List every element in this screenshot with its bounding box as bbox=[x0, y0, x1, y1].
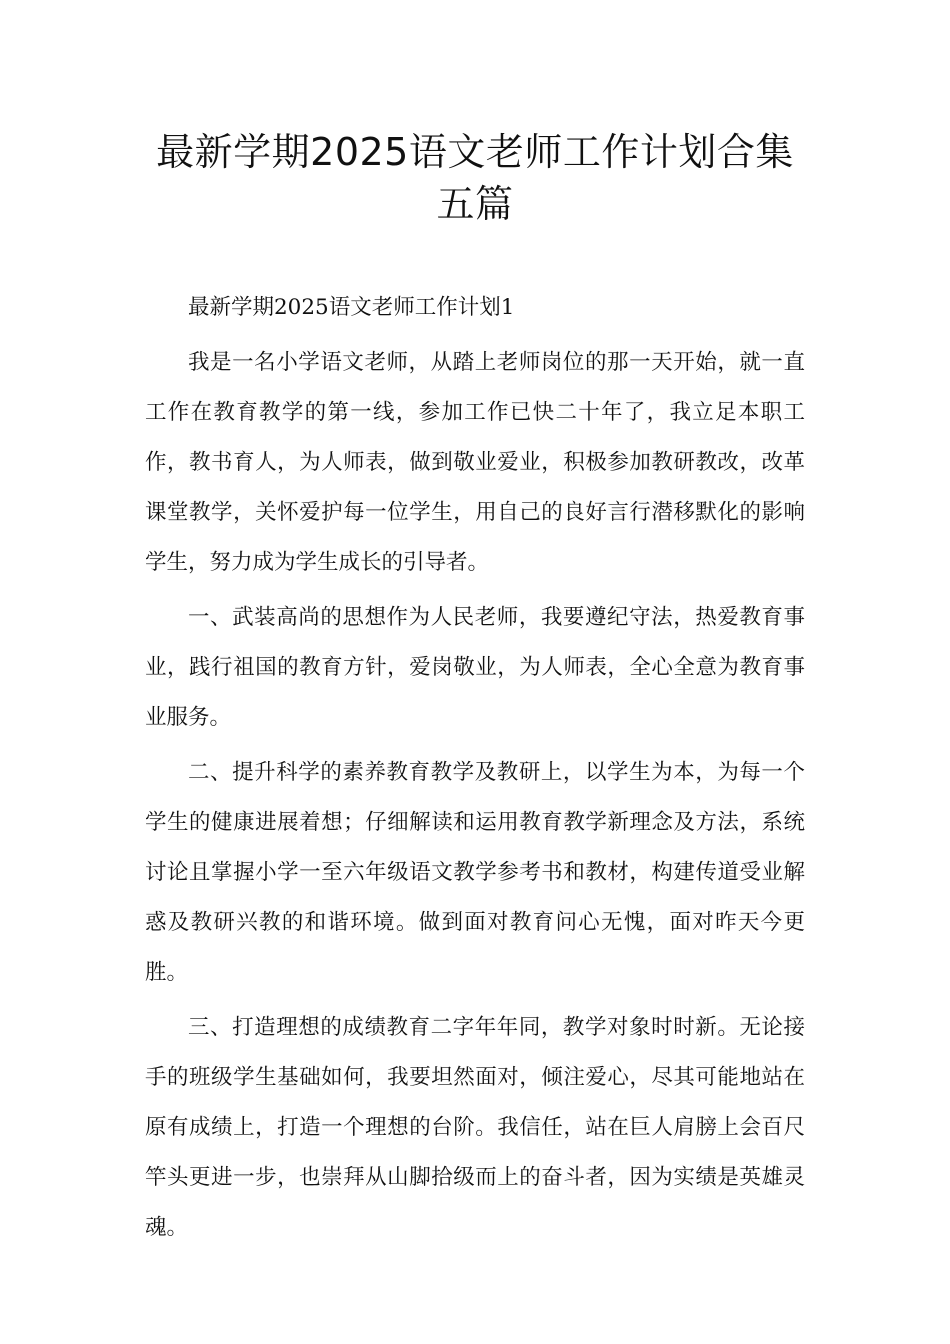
section-heading: 最新学期2025语文老师工作计划1 bbox=[188, 295, 515, 320]
body-paragraph: 我是一名小学语文老师，从踏上老师岗位的那一天开始，就一直工作在教育教学的第一线，参加工作已快二十年了，我立足本职工作，教书育人，为人师表，做到敬业爱业，积极参加教研教改，改革课堂教学，关怀爱护每一位学生，用自己的良好言行潜移默化的影响学生，努力成为学生成长的引导者。 bbox=[145, 350, 805, 575]
body-paragraph: 二、提升科学的素养教育教学及教研上，以学生为本，为每一个学生的健康进展着想；仔细解读和运用教育教学新理念及方法，系统讨论且掌握小学一至六年级语文教学参考书和教材，构建传道受业解惑及教研兴教的和谐环境。做到面对教育问心无愧，面对昨天今更胜。 bbox=[145, 760, 805, 985]
document-body bbox=[145, 283, 805, 1258]
body-paragraph: 三、打造理想的成绩教育二字年年同，教学对象时时新。无论接手的班级学生基础如何，我要坦然面对，倾注爱心，尽其可能地站在原有成绩上，打造一个理想的台阶。我信任，站在巨人肩膀上会百尺竿头更进一步，也崇拜从山脚拾级而上的奋斗者，因为实绩是英雄灵魂。 bbox=[145, 1015, 805, 1240]
body-paragraph: 一、武装高尚的思想作为人民老师，我要遵纪守法，热爱教育事业，践行祖国的教育方针，爱岗敬业，为人师表，全心全意为教育事业服务。 bbox=[145, 605, 805, 730]
document-title: 最新学期2025语文老师工作计划合集五篇 bbox=[156, 130, 794, 226]
